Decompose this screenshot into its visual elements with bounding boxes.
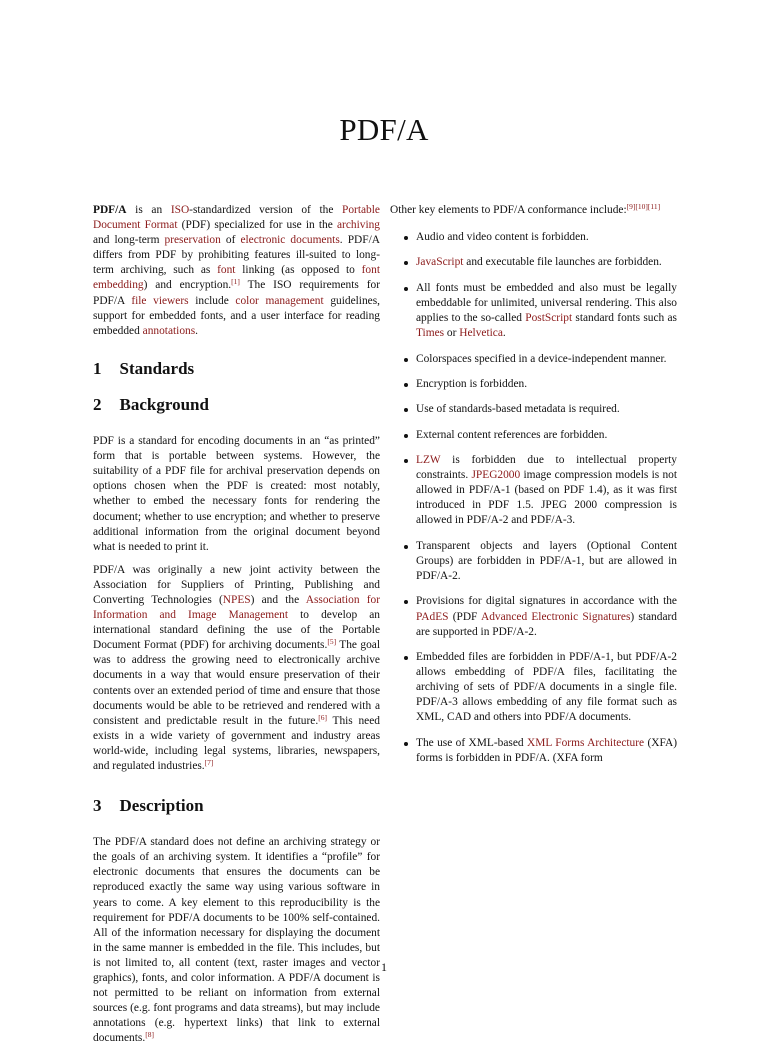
conformance-intro: Other key elements to PDF/A conformance include:[9][10][11] [390,202,661,216]
link-annotations[interactable]: annotations [142,324,196,337]
intro-paragraph: PDF/A is an ISO-standardized version of the Portable Document Format (PDF) specialized for use in the archiving and long-term preservation of electronic documents. PDF/A differs from PDF by prohibiting features ill-suited to long-term archiving, such as font linking (as opposed to font embedding) and encryption.[1] The ISO requirements for PDF/A file viewers include color management guidelines, support for embedded fonts, and a user interface for reading embedded annotations. [93,204,380,337]
link-helvetica[interactable]: Helvetica [459,327,503,340]
list-item: Embedded files are forbidden in PDF/A-1, but PDF/A-2 allows embedding of PDF/A files, facilitating the archiving of sets of PDF/A documents in a single file. PDF/A-3 allows embedding of any file format such as XML, CAD and others into PDF/A documents. [390,650,677,725]
page-title: PDF/A [339,112,429,147]
link-archiving[interactable]: archiving [336,219,380,232]
link-iso[interactable]: ISO [170,204,190,216]
link-javascript[interactable]: JavaScript [416,256,464,269]
link-xml-forms-architecture[interactable]: XML Forms Architecture [527,736,645,749]
list-item: All fonts must be embedded and also must be legally embeddable for unlimited, universal rendering. This also applies to the so-called PostScript standard fonts such as Times or Helvetica. [390,281,677,341]
list-item: Use of standards-based metadata is required. [390,402,677,417]
list-item: JavaScript and executable file launches are forbidden. [390,255,677,270]
citation-8[interactable]: [8] [145,1030,154,1040]
right-column [390,203,677,776]
citation-1[interactable]: [1] [231,277,240,287]
link-font-embedding[interactable]: font embedding [93,264,380,292]
link-file-viewers[interactable]: file viewers [131,294,189,307]
list-item: External content references are forbidden. [390,428,677,443]
link-times[interactable]: Times [416,327,445,340]
list-item: The use of XML-based XML Forms Architecture (XFA) forms is forbidden in PDF/A. (XFA form [390,736,677,766]
link-portable-document-format[interactable]: Portable Document Format [93,204,380,232]
page-number: 1 [381,960,387,974]
link-pades[interactable]: PAdES [416,610,449,623]
background-paragraph-2: PDF/A was originally a new joint activity between the Association for Suppliers of Printing, Publishing and Converting Technologies (NPES) and the Association for Information and Image Management to develop an international standard defining the use of the Portable Document Format (PDF) for archiving documents.[5] The goal was to address the growing need to electronically archive documents in a way that would ensure preservation of their contents over an extended period of time and ensure that those documents would be able to be retrieved and rendered with a consistent and predictable result in the future.[6] This need exists in a wide variety of government and industry areas world-wide, including legal systems, libraries, newspapers, and regulated industries.[7] [93,563,380,772]
list-item: Colorspaces specified in a device-independent manner. [390,352,677,367]
list-item: Audio and video content is forbidden. [390,230,677,245]
intro-term: PDF/A [93,204,127,216]
list-item: LZW is forbidden due to intellectual property constraints. JPEG2000 image compression models is not allowed in PDF/A-1 (based on PDF 1.4), as it was first introduced in PDF 1.5. JPEG 2000 compression is allowed in PDF/A-2 and PDF/A-3. [390,453,677,528]
description-paragraph: The PDF/A standard does not define an archiving strategy or the goals of an archiving system. It identifies a “profile” for electronic documents that ensures the documents can be reproduced exactly the same way using various software in years to come. A key element to this reproducibility is the requirement for PDF/A documents to be 100% self-contained. All of the information necessary for displaying the document in the same manner is embedded in the file. This includes, but is not limited to, all content (text, raster images and vector graphics), fonts, and color information. A PDF/A document is not permitted to be reliant on information from external sources (e.g. font programs and data streams), but may include annotations (e.g. hypertext links) that link to external documents.[8] [93,836,380,1045]
link-font[interactable]: font [217,264,236,277]
citation-7[interactable]: [7] [204,758,214,767]
link-postscript[interactable]: PostScript [525,312,573,325]
link-jpeg2000[interactable]: JPEG2000 [471,469,521,482]
link-preservation[interactable]: preservation [164,234,221,247]
section-heading-description: 3 Description [93,796,204,816]
left-column [93,203,380,1055]
citation-9-10-11[interactable]: [9][10][11] [626,202,661,211]
section-heading-standards: 1 Standards [93,358,195,378]
link-aiim[interactable]: Association for Information and Image Management [93,593,380,622]
list-item: Transparent objects and layers (Optional Content Groups) are forbidden in PDF/A-1, but are allowed in PDF/A-2. [390,539,677,584]
section-heading-background: 2 Background [93,394,209,414]
link-electronic-documents[interactable]: electronic documents [240,234,340,247]
link-advanced-electronic-signatures[interactable]: Advanced Electronic Signatures [480,610,631,623]
link-npes[interactable]: NPES [222,593,251,606]
conformance-list [390,230,677,766]
link-color-management[interactable]: color management [235,294,324,307]
link-lzw[interactable]: LZW [416,454,441,467]
citation-6[interactable]: [6] [318,712,327,722]
background-paragraph-1: PDF is a standard for encoding documents in an “as printed” form that is portable between systems. However, the suitability of a PDF file for archival preservation depends on options chosen when the PDF is created: most notably, whether to embed the necessary fonts for rendering the document; whether to use encryption; and whether to preserve additional information from the original document beyond what is needed to print it. [93,435,380,553]
citation-5[interactable]: [5] [327,637,337,647]
list-item: Provisions for digital signatures in accordance with the PAdES (PDF Advanced Electronic Signatures) standard are supported in PDF/A-2. [390,594,677,639]
list-item: Encryption is forbidden. [390,377,677,392]
